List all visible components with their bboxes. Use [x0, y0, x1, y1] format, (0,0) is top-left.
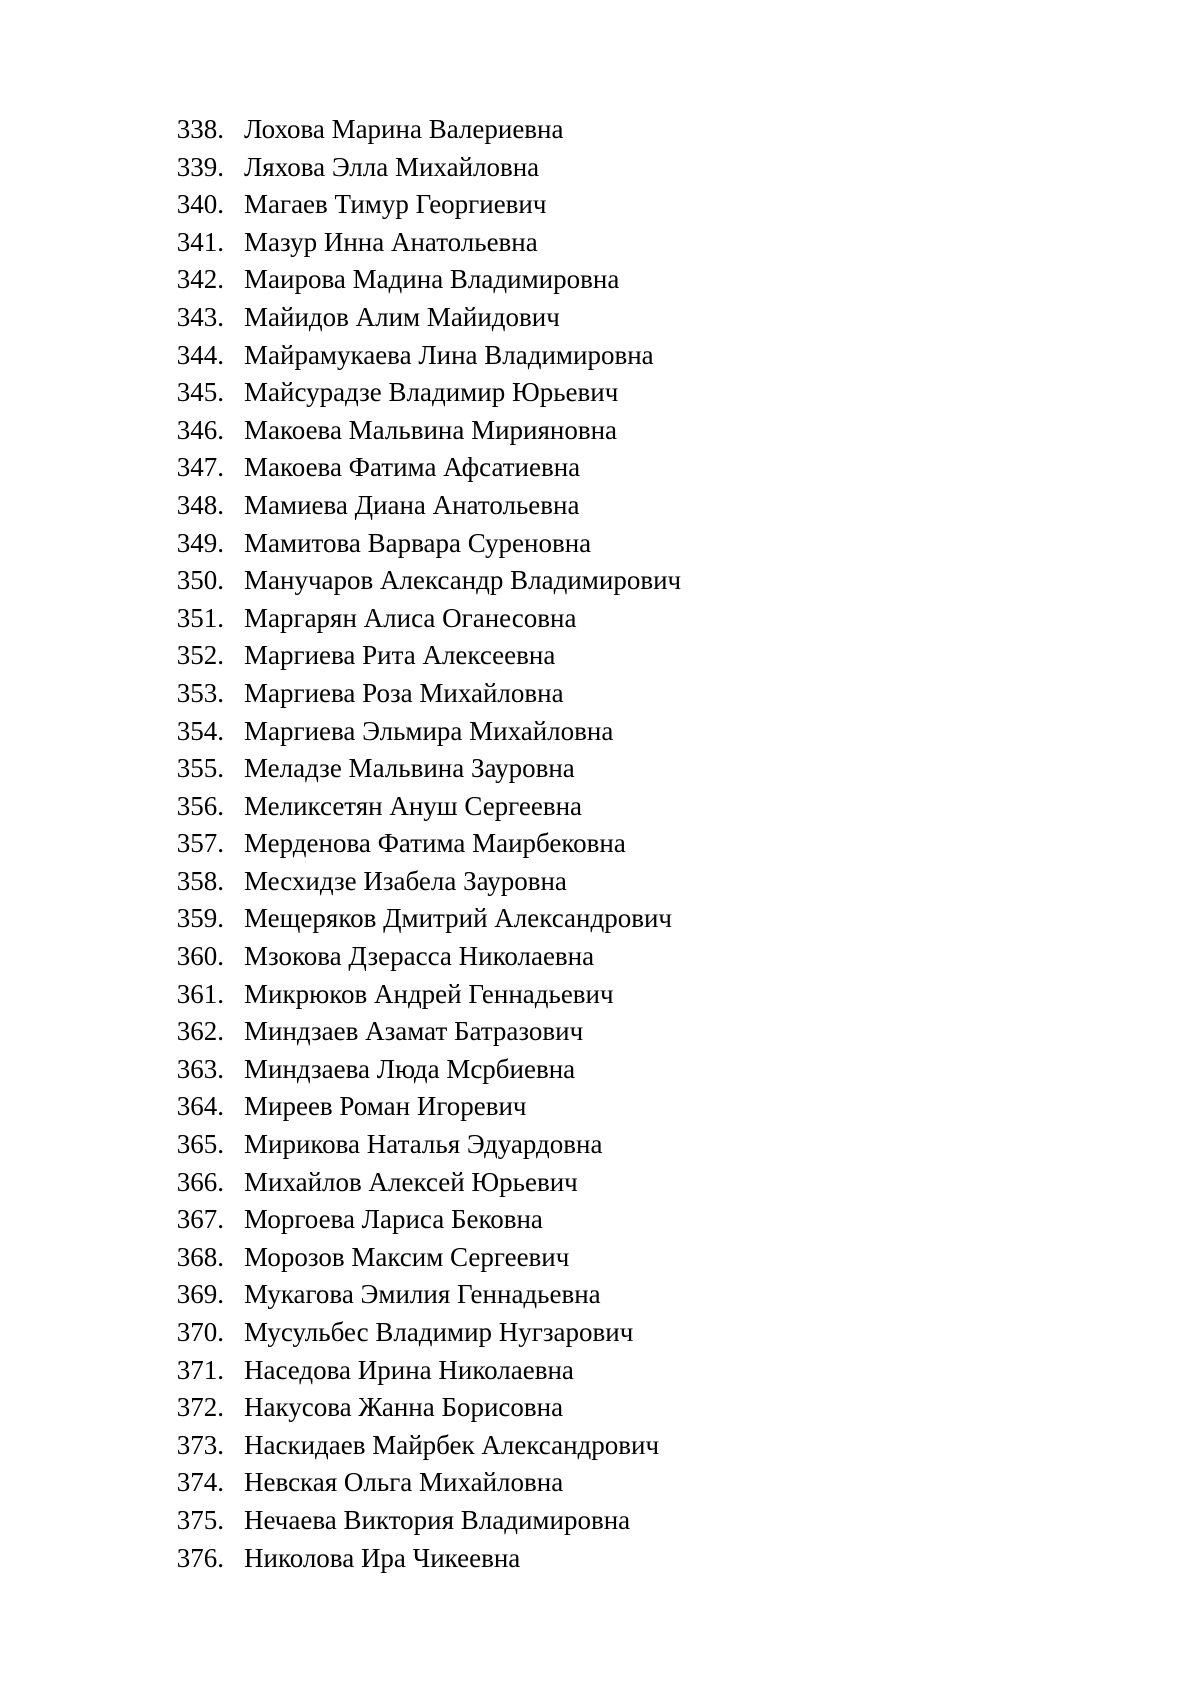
- person-name: Михайлов Алексей Юрьевич: [244, 1166, 578, 1197]
- item-number: 344.: [176, 339, 224, 370]
- item-number: 353.: [176, 677, 224, 708]
- person-name: Миндзаева Люда Мсрбиевна: [244, 1053, 576, 1084]
- item-number: 360.: [176, 941, 224, 972]
- person-name: Меликсетян Ануш Сергеевна: [244, 790, 583, 821]
- person-name: Манучаров Александр Владимирович: [244, 565, 682, 596]
- item-number: 341.: [176, 226, 224, 257]
- person-name: Маргиева Эльмира Михайловна: [244, 715, 614, 746]
- item-number: 369.: [176, 1279, 224, 1310]
- item-number: 373.: [176, 1429, 224, 1460]
- person-name: Маргиева Роза Михайловна: [244, 677, 564, 708]
- person-name: Моргоева Лариса Бековна: [244, 1204, 543, 1235]
- person-name: Мазур Инна Анатольевна: [244, 226, 538, 257]
- person-name: Майрамукаева Лина Владимировна: [244, 339, 654, 370]
- item-number: 351.: [176, 602, 224, 633]
- item-number: 367.: [176, 1204, 224, 1235]
- person-name: Мусульбес Владимир Нугзарович: [244, 1317, 634, 1347]
- item-number: 357.: [176, 828, 224, 859]
- person-name: Меладзе Мальвина Зауровна: [244, 753, 575, 784]
- person-name: Маргарян Алиса Оганесовна: [244, 602, 577, 633]
- item-number: 358.: [176, 865, 224, 896]
- person-name: Макоева Мальвина Мирияновна: [244, 414, 618, 445]
- item-number: 345.: [176, 377, 224, 408]
- person-name: Миндзаев Азамат Батразович: [244, 1016, 584, 1047]
- person-name: Ляхова Элла Михайловна: [244, 151, 540, 182]
- item-number: 374.: [176, 1467, 224, 1498]
- person-name: Накусова Жанна Борисовна: [244, 1392, 564, 1423]
- person-name: Мукагова Эмилия Геннадьевна: [244, 1279, 601, 1310]
- item-number: 359.: [176, 903, 224, 934]
- item-number: 366.: [176, 1166, 224, 1197]
- item-number: 340.: [176, 189, 224, 220]
- person-name: Николова Ира Чикеевна: [244, 1542, 521, 1573]
- person-name: Маирова Мадина Владимировна: [244, 264, 620, 295]
- item-number: 362.: [176, 1016, 224, 1047]
- person-name: Мещеряков Дмитрий Александрович: [244, 903, 672, 934]
- person-name: Мамитова Варвара Суреновна: [244, 527, 592, 558]
- person-name: Маргиева Рита Алексеевна: [244, 640, 556, 671]
- item-number: 347.: [176, 452, 224, 483]
- person-name: Месхидзе Изабела Зауровна: [244, 865, 567, 896]
- item-number: 338.: [176, 114, 224, 144]
- person-name: Миреев Роман Игоревич: [244, 1091, 527, 1122]
- person-name: Мзокова Дзерасса Николаевна: [244, 941, 595, 972]
- person-name: Мерденова Фатима Маирбековна: [244, 828, 626, 859]
- person-name: Майсурадзе Владимир Юрьевич: [244, 377, 619, 408]
- person-name: Мамиева Диана Анатольевна: [244, 489, 580, 520]
- person-name: Макоева Фатима Афсатиевна: [244, 452, 581, 483]
- person-name: Наскидаев Майрбек Александрович: [244, 1429, 660, 1460]
- item-number: 348.: [176, 489, 224, 520]
- item-number: 368.: [176, 1241, 224, 1272]
- item-number: 376.: [176, 1542, 224, 1573]
- item-number: 343.: [176, 301, 224, 332]
- person-name: Лохова Марина Валериевна: [244, 114, 564, 144]
- item-number: 339.: [176, 151, 224, 182]
- person-name: Морозов Максим Сергеевич: [244, 1241, 570, 1272]
- person-name: Мирикова Наталья Эдуардовна: [244, 1129, 603, 1160]
- item-number: 354.: [176, 715, 224, 746]
- person-name: Микрюков Андрей Геннадьевич: [244, 978, 614, 1009]
- item-number: 342.: [176, 264, 224, 295]
- person-name: Магаев Тимур Георгиевич: [244, 189, 547, 220]
- person-name: Нечаева Виктория Владимировна: [244, 1504, 631, 1535]
- item-number: 364.: [176, 1091, 224, 1122]
- item-number: 346.: [176, 414, 224, 445]
- person-name: Майидов Алим Майидович: [244, 301, 560, 332]
- item-number: 361.: [176, 978, 224, 1009]
- person-name: Наседова Ирина Николаевна: [244, 1354, 574, 1385]
- item-number: 371.: [176, 1354, 224, 1385]
- item-number: 370.: [176, 1317, 224, 1347]
- item-number: 372.: [176, 1392, 224, 1423]
- item-number: 375.: [176, 1504, 224, 1535]
- item-number: 355.: [176, 753, 224, 784]
- item-number: 350.: [176, 565, 224, 596]
- item-number: 356.: [176, 790, 224, 821]
- item-number: 352.: [176, 640, 224, 671]
- item-number: 363.: [176, 1053, 224, 1084]
- item-number: 365.: [176, 1129, 224, 1160]
- person-name: Невская Ольга Михайловна: [244, 1467, 564, 1498]
- item-number: 349.: [176, 527, 224, 558]
